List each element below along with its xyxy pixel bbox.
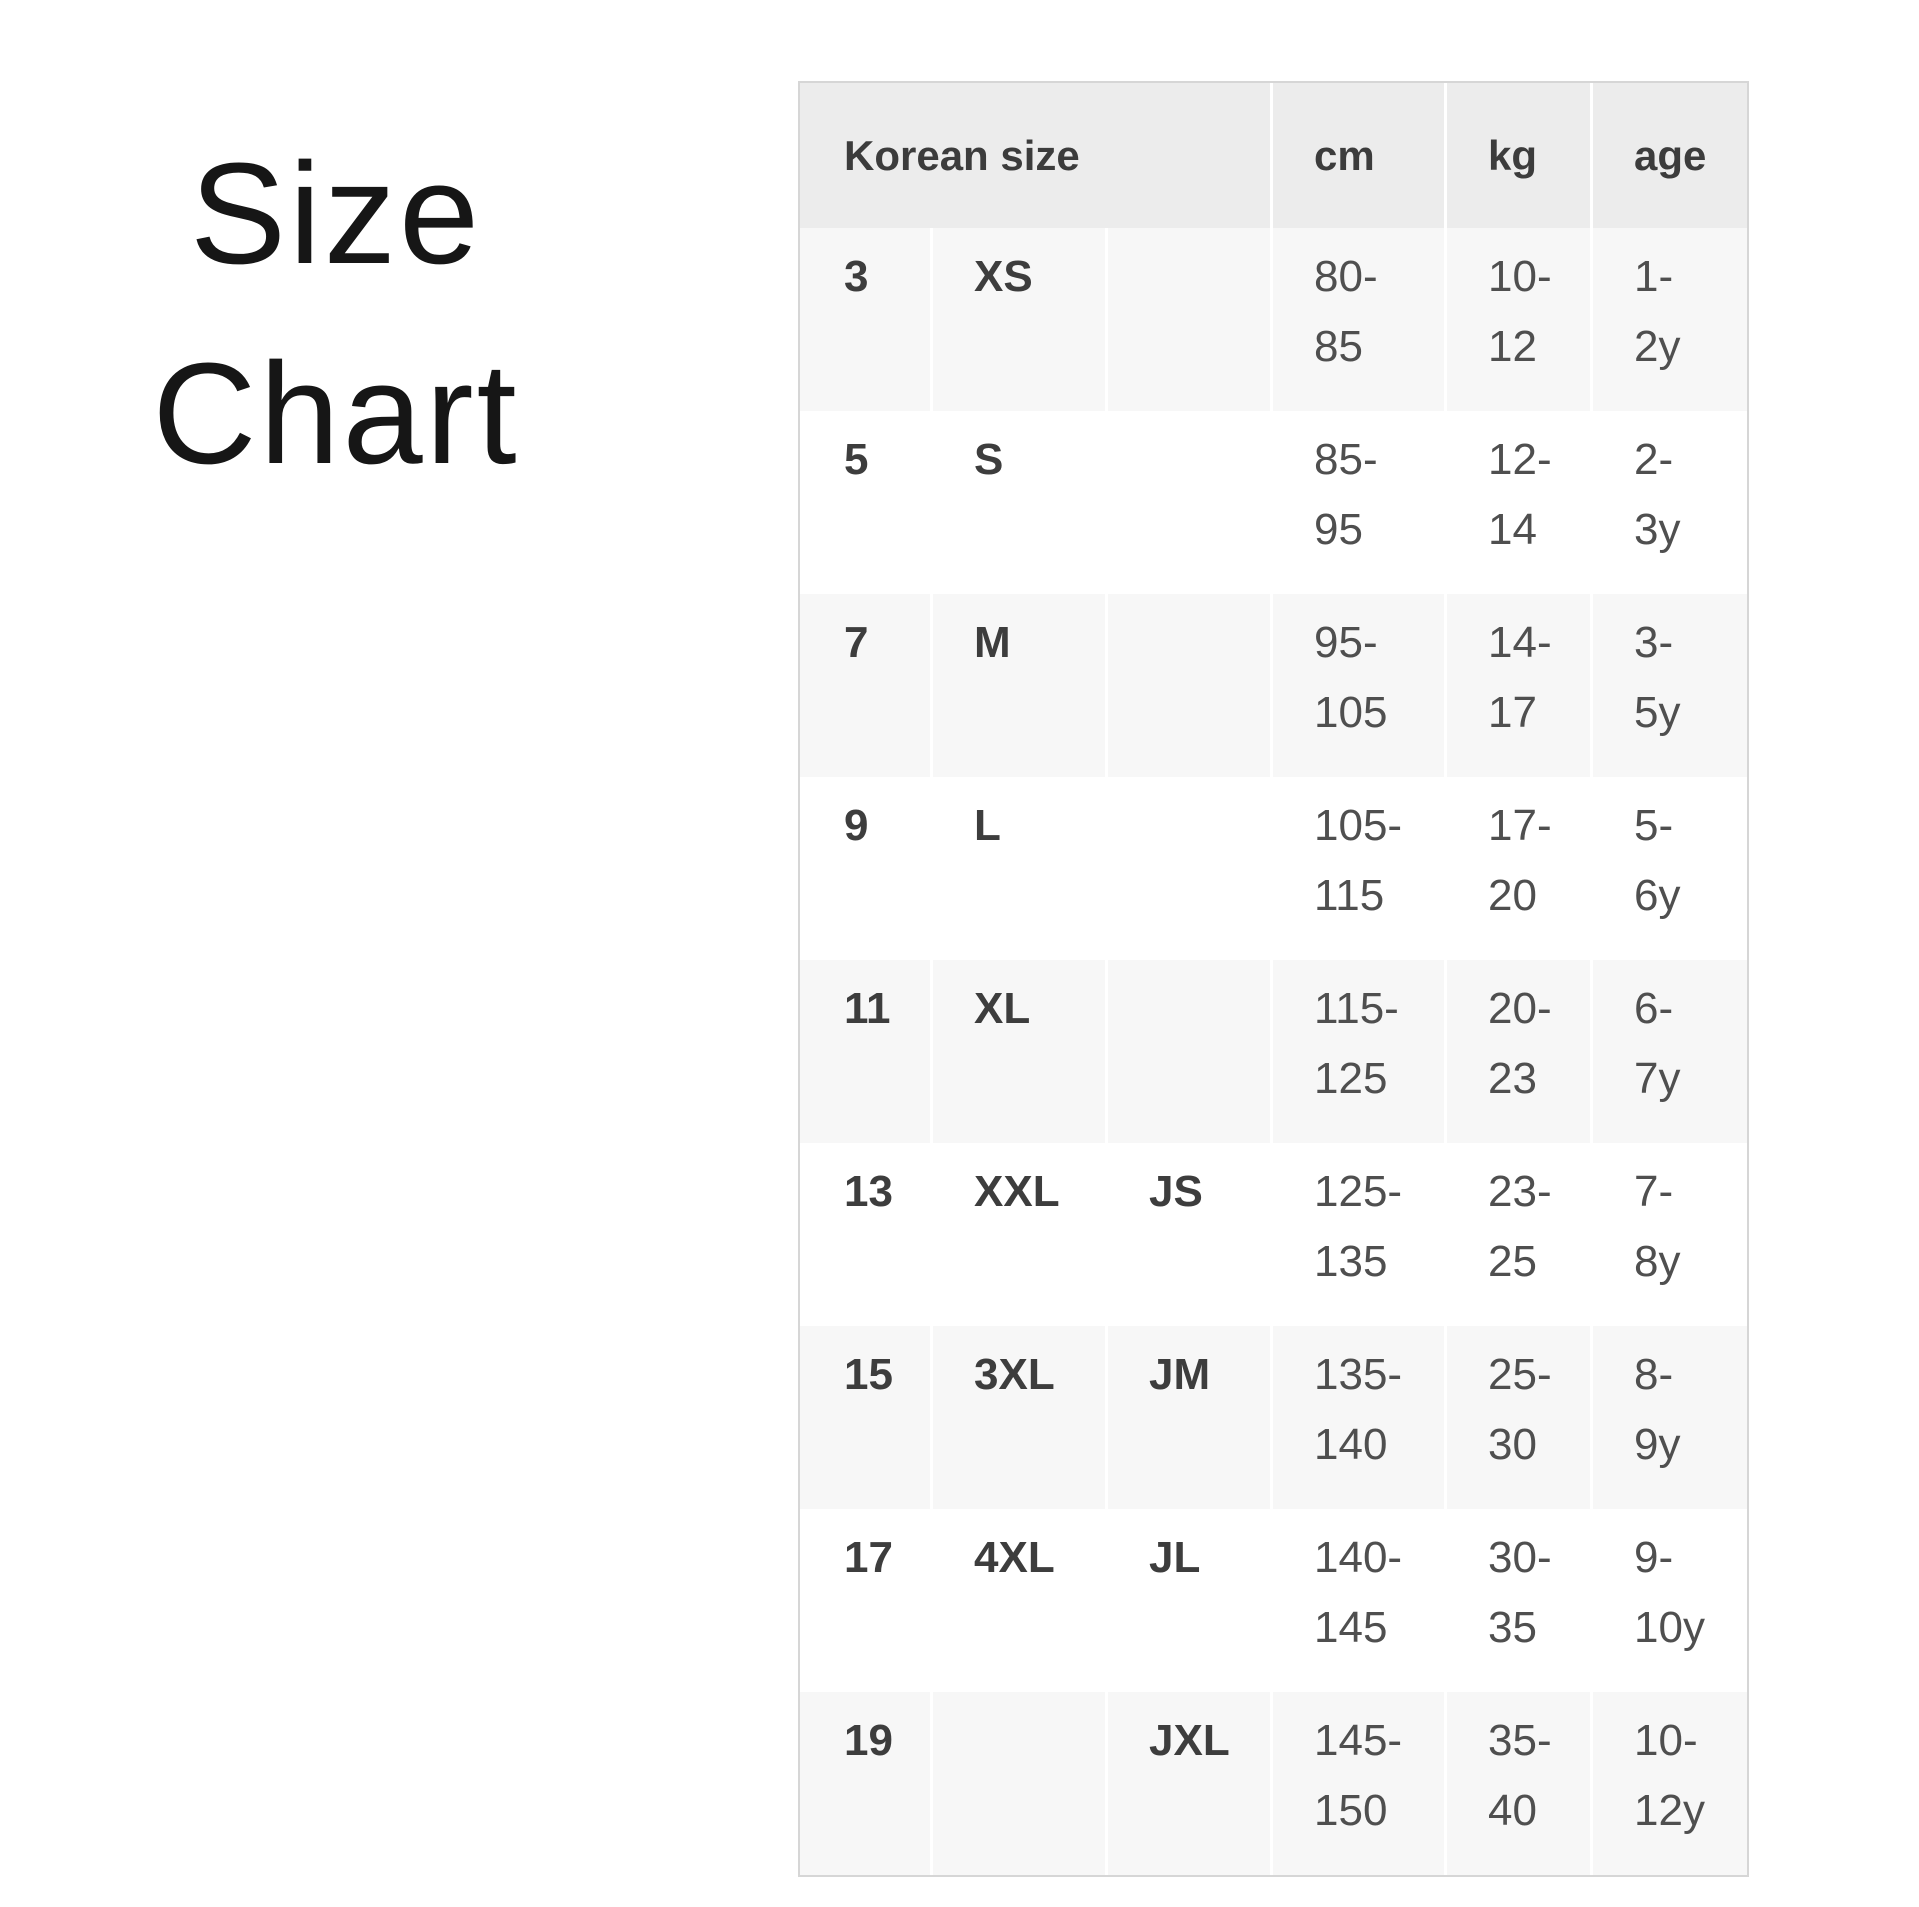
cell-korean-number: 17 — [844, 1533, 893, 1582]
range-line: 85- — [1314, 435, 1378, 484]
cell-korean-size: M — [930, 594, 1105, 777]
range-line: 35 — [1488, 1603, 1537, 1652]
cell-cm-range — [1270, 1326, 1444, 1509]
cell-kg-range — [1444, 228, 1590, 411]
cell-kg-range — [1444, 1692, 1590, 1875]
cell-cm-range — [1270, 777, 1444, 960]
range-line: 3y — [1634, 505, 1681, 554]
table-row — [800, 1692, 1747, 1875]
range-line: 10- — [1488, 252, 1552, 301]
range-line: 7y — [1634, 1054, 1681, 1103]
cell-age-range — [1590, 594, 1747, 777]
header-cm: cm — [1270, 83, 1444, 228]
cell-cm-range — [1270, 1692, 1444, 1875]
cell-age-range — [1590, 411, 1747, 594]
range-line: 145- — [1314, 1716, 1403, 1765]
range-line: 10- — [1634, 1716, 1698, 1765]
range-line: 14- — [1488, 618, 1552, 667]
cell-junior-size — [1105, 411, 1270, 594]
range-line: 23- — [1488, 1167, 1552, 1216]
cell-kg-range — [1444, 594, 1590, 777]
cell-age-range — [1590, 1509, 1747, 1692]
range-line: 17- — [1488, 801, 1552, 850]
cell-age-range — [1590, 1692, 1747, 1875]
cell-korean-size: L — [930, 777, 1105, 960]
cell-junior-size: JM — [1105, 1326, 1270, 1509]
range-line: 1- — [1634, 252, 1674, 301]
range-line: 150 — [1314, 1786, 1388, 1835]
range-line: 125- — [1314, 1167, 1403, 1216]
cell-age-range — [1590, 1326, 1747, 1509]
cell-kg-range — [1444, 1509, 1590, 1692]
range-line: 3- — [1634, 618, 1674, 667]
range-line: 2y — [1634, 322, 1681, 371]
range-line: 145 — [1314, 1603, 1388, 1652]
range-line: 10y — [1634, 1603, 1705, 1652]
cell-age-range — [1590, 777, 1747, 960]
range-line: 6- — [1634, 984, 1674, 1033]
range-line: 7- — [1634, 1167, 1674, 1216]
range-line: 17 — [1488, 688, 1537, 737]
cell-korean-number: 9 — [844, 801, 869, 850]
range-line: 30- — [1488, 1533, 1552, 1582]
cell-junior-size — [1105, 777, 1270, 960]
header-row — [800, 83, 1747, 228]
range-line: 14 — [1488, 505, 1537, 554]
range-line: 8- — [1634, 1350, 1674, 1399]
range-line: 105- — [1314, 801, 1403, 850]
table-row — [800, 594, 1747, 777]
range-line: 95- — [1314, 618, 1378, 667]
cell-junior-size — [1105, 228, 1270, 411]
cell-cm-range — [1270, 228, 1444, 411]
cell-junior-size: JS — [1105, 1143, 1270, 1326]
range-line: 115- — [1314, 984, 1399, 1033]
cell-korean-size — [930, 1692, 1105, 1875]
cell-kg-range — [1444, 777, 1590, 960]
cell-junior-size — [1105, 594, 1270, 777]
cell-korean-size: S — [930, 411, 1105, 594]
table-row — [800, 228, 1747, 411]
cell-korean-number: 5 — [844, 435, 869, 484]
cell-junior-size: JXL — [1105, 1692, 1270, 1875]
range-line: 12 — [1488, 322, 1537, 371]
table-row — [800, 1509, 1747, 1692]
range-line: 23 — [1488, 1054, 1537, 1103]
header-age: age — [1590, 83, 1747, 228]
range-line: 9y — [1634, 1420, 1681, 1469]
table-row — [800, 777, 1747, 960]
cell-kg-range — [1444, 1326, 1590, 1509]
cell-korean-number: 15 — [844, 1350, 893, 1399]
cell-kg-range — [1444, 1143, 1590, 1326]
cell-age-range — [1590, 960, 1747, 1143]
range-line: 12- — [1488, 435, 1552, 484]
cell-korean-size: 4XL — [930, 1509, 1105, 1692]
table-row — [800, 411, 1747, 594]
range-line: 35- — [1488, 1716, 1552, 1765]
range-line: 20- — [1488, 984, 1552, 1033]
header-kg: kg — [1444, 83, 1590, 228]
cell-korean-size: XXL — [930, 1143, 1105, 1326]
cell-cm-range — [1270, 411, 1444, 594]
range-line: 95 — [1314, 505, 1363, 554]
cell-korean-number: 13 — [844, 1167, 893, 1216]
header-korean-size: Korean size — [800, 83, 1270, 228]
range-line: 25 — [1488, 1237, 1537, 1286]
cell-age-range — [1590, 1143, 1747, 1326]
range-line: 135 — [1314, 1237, 1388, 1286]
range-line: 5y — [1634, 688, 1681, 737]
range-line: 140- — [1314, 1533, 1403, 1582]
range-line: 85 — [1314, 322, 1363, 371]
page-title-line-1: Size — [189, 133, 483, 294]
range-line: 25- — [1488, 1350, 1552, 1399]
cell-junior-size — [1105, 960, 1270, 1143]
cell-age-range — [1590, 228, 1747, 411]
range-line: 80- — [1314, 252, 1378, 301]
range-line: 40 — [1488, 1786, 1537, 1835]
range-line: 125 — [1314, 1054, 1388, 1103]
size-chart-table — [798, 81, 1749, 1877]
range-line: 8y — [1634, 1237, 1681, 1286]
cell-korean-number: 11 — [844, 984, 891, 1033]
range-line: 140 — [1314, 1420, 1388, 1469]
table-row — [800, 1143, 1747, 1326]
range-line: 9- — [1634, 1533, 1674, 1582]
range-line: 6y — [1634, 871, 1681, 920]
cell-korean-number: 7 — [844, 618, 869, 667]
cell-cm-range — [1270, 1509, 1444, 1692]
range-line: 135- — [1314, 1350, 1403, 1399]
cell-korean-size: XS — [930, 228, 1105, 411]
cell-cm-range — [1270, 960, 1444, 1143]
range-line: 12y — [1634, 1786, 1705, 1835]
cell-korean-size: 3XL — [930, 1326, 1105, 1509]
cell-kg-range — [1444, 411, 1590, 594]
cell-junior-size: JL — [1105, 1509, 1270, 1692]
table-row — [800, 960, 1747, 1143]
cell-korean-number: 19 — [844, 1716, 893, 1765]
cell-korean-size: XL — [930, 960, 1105, 1143]
page-title — [86, 114, 586, 514]
range-line: 105 — [1314, 688, 1388, 737]
cell-korean-number: 3 — [844, 252, 869, 301]
range-line: 5- — [1634, 801, 1674, 850]
range-line: 2- — [1634, 435, 1674, 484]
range-line: 115 — [1314, 871, 1385, 920]
range-line: 20 — [1488, 871, 1537, 920]
cell-cm-range — [1270, 594, 1444, 777]
table-row — [800, 1326, 1747, 1509]
page-title-line-2: Chart — [152, 333, 520, 494]
cell-cm-range — [1270, 1143, 1444, 1326]
range-line: 30 — [1488, 1420, 1537, 1469]
cell-kg-range — [1444, 960, 1590, 1143]
